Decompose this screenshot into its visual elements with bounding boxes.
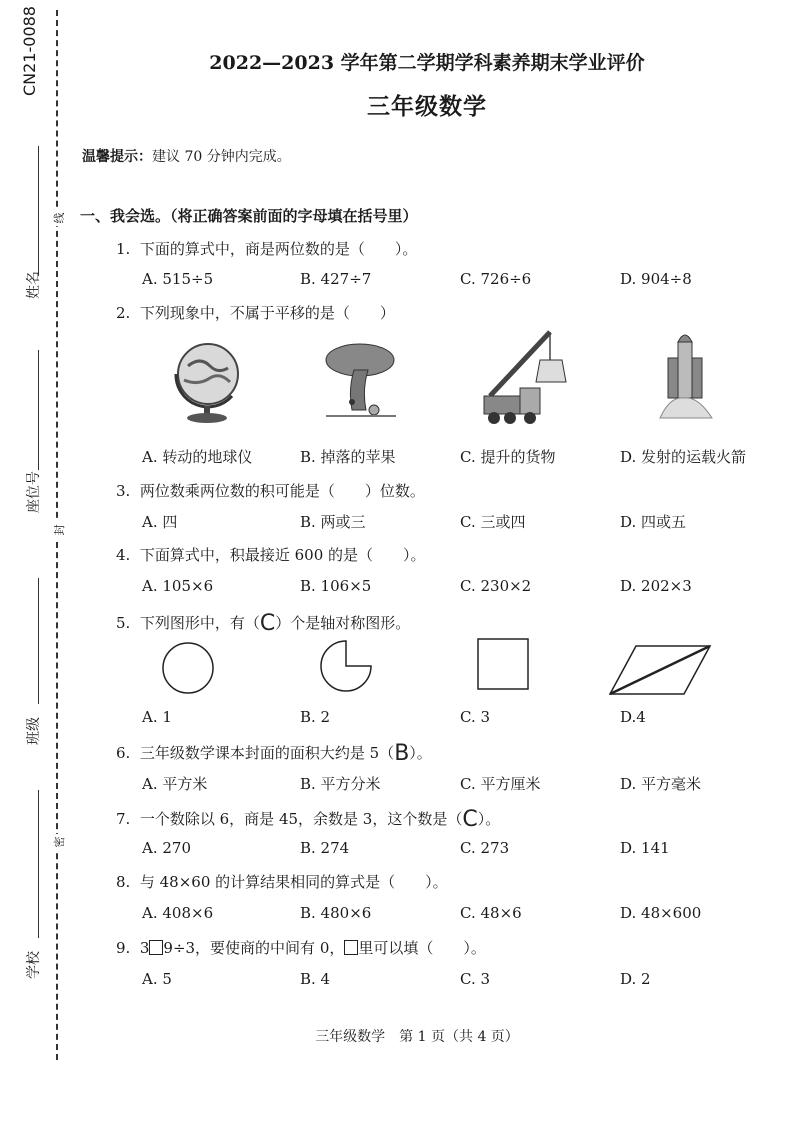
q6-option-a: A. 平方米: [142, 775, 208, 793]
q1-option-b: B. 427÷7: [300, 270, 372, 288]
question-3: 3. 两位数乘两位数的积可能是（ ）位数。: [116, 482, 425, 500]
question-1: 1. 下面的算式中，商是两位数的是（ ）。: [116, 240, 418, 258]
q2-option-b: B. 掉落的苹果: [300, 448, 396, 466]
binding-mark-secret: 密: [52, 834, 66, 850]
q3-option-b: B. 两或三: [300, 513, 366, 531]
q3-option-a: A. 四: [142, 513, 178, 531]
q4-option-d: D. 202×3: [620, 577, 692, 595]
section-title: 一、我会选。（将正确答案前面的字母填在括号里）: [80, 207, 418, 225]
name-field-label: 姓名: [26, 271, 42, 299]
q6-option-b: B. 平方分米: [300, 775, 381, 793]
class-field-line: [38, 578, 39, 704]
crane-image: [476, 326, 576, 428]
apple-tree-image: [322, 340, 402, 420]
document-code: CN21-0088: [20, 6, 39, 96]
q8-option-d: D. 48×600: [620, 904, 702, 922]
q6-option-c: C. 平方厘米: [460, 775, 541, 793]
rocket-image: [646, 328, 726, 424]
q4-option-a: A. 105×6: [142, 577, 214, 595]
blank-box-icon: [149, 940, 163, 955]
q1-option-a: A. 515÷5: [142, 270, 214, 288]
q9-option-d: D. 2: [620, 970, 651, 988]
parallelogram-shape: [606, 640, 718, 698]
q2-option-c: C. 提升的货物: [460, 448, 556, 466]
tip: 温馨提示：建议 70 分钟内完成。: [82, 149, 291, 165]
q7-option-b: B. 274: [300, 839, 350, 857]
handwritten-answer: B: [394, 741, 410, 766]
question-8: 8. 与 48×60 的计算结果相同的算式是（ ）。: [116, 873, 448, 891]
q7-option-c: C. 273: [460, 839, 510, 857]
page-footer: 三年级数学 第 1 页（共 4 页）: [315, 1029, 519, 1045]
q5-option-b: B. 2: [300, 708, 331, 726]
q4-option-b: B. 106×5: [300, 577, 372, 595]
school-field-label: 学校: [26, 951, 42, 979]
q8-option-b: B. 480×6: [300, 904, 372, 922]
question-5: 5. 下列图形中，有（C）个是轴对称图形。: [116, 611, 411, 636]
q7-option-d: D. 141: [620, 839, 670, 857]
q6-option-d: D. 平方毫米: [620, 775, 702, 793]
seat-field-line: [38, 350, 39, 470]
globe-image: [170, 336, 250, 426]
q9-option-b: B. 4: [300, 970, 331, 988]
question-2: 2. 下列现象中，不属于平移的是（ ）: [116, 304, 395, 322]
q2-option-d: D. 发射的运载火箭: [620, 448, 747, 466]
q3-option-c: C. 三或四: [460, 513, 526, 531]
q5-option-d: D.4: [620, 708, 646, 726]
q8-option-a: A. 408×6: [142, 904, 214, 922]
question-9: 9. 3 9÷3，要使商的中间有 0， 里可以填（ ）。: [116, 939, 486, 957]
q5-option-a: A. 1: [142, 708, 172, 726]
q5-option-c: C. 3: [460, 708, 491, 726]
q1-option-c: C. 726÷6: [460, 270, 532, 288]
page-subtitle: 三年级数学: [367, 93, 487, 120]
circle-shape: [160, 640, 216, 696]
page-title: 2022—2023 学年第二学期学科素养期末学业评价: [209, 52, 645, 74]
question-7: 7. 一个数除以 6，商是 45，余数是 3，这个数是（C）。: [116, 807, 501, 832]
blank-box-icon: [344, 940, 358, 955]
square-shape: [476, 637, 532, 693]
class-field-label: 班级: [26, 717, 42, 745]
q7-option-a: A. 270: [142, 839, 191, 857]
seat-field-label: 座位号: [26, 471, 42, 513]
q9-option-c: C. 3: [460, 970, 491, 988]
q2-option-a: A. 转动的地球仪: [142, 448, 253, 466]
school-field-line: [38, 790, 39, 938]
q3-option-d: D. 四或五: [620, 513, 687, 531]
q9-option-a: A. 5: [142, 970, 172, 988]
binding-mark-line: 线: [52, 210, 66, 226]
handwritten-answer: C: [259, 611, 276, 636]
handwritten-answer: C: [462, 807, 478, 832]
q8-option-c: C. 48×6: [460, 904, 522, 922]
q4-option-c: C. 230×2: [460, 577, 532, 595]
question-6: 6. 三年级数学课本封面的面积大约是 5（B）。: [116, 741, 432, 766]
three-quarter-circle-shape: [318, 638, 374, 694]
name-field-line: [38, 146, 39, 276]
question-4: 4. 下面算式中，积最接近 600 的是（ ）。: [116, 546, 426, 564]
binding-mark-seal: 封: [52, 522, 66, 538]
q1-option-d: D. 904÷8: [620, 270, 692, 288]
